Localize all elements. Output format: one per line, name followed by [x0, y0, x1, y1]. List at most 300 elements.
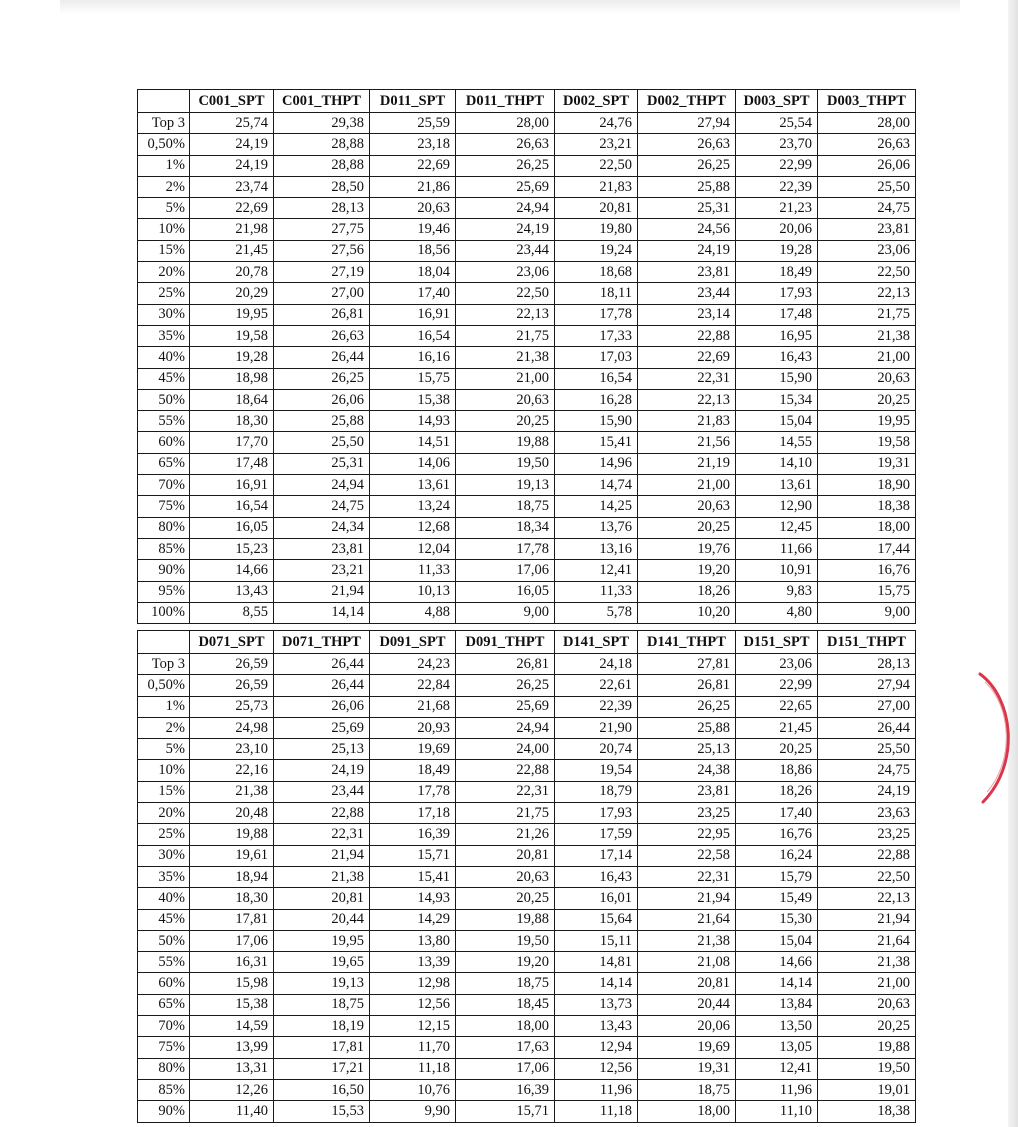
table-cell: 23,21 — [274, 560, 370, 581]
table-cell: 28,00 — [818, 113, 916, 134]
table-cell: 22,31 — [638, 866, 736, 887]
table-cell: 20,25 — [456, 411, 555, 432]
table-cell: 22,88 — [274, 803, 370, 824]
table-cell: 26,25 — [274, 368, 370, 389]
table-row — [138, 347, 916, 368]
row-label: 20% — [138, 262, 190, 283]
table-row — [138, 304, 916, 325]
table-cell: 22,13 — [818, 888, 916, 909]
table-cell: 15,38 — [370, 389, 456, 410]
table-cell: 26,06 — [274, 389, 370, 410]
table-cell: 16,31 — [190, 952, 274, 973]
table-cell: 23,81 — [274, 538, 370, 559]
column-header: D071_SPT — [190, 631, 274, 654]
table-cell: 24,19 — [190, 134, 274, 155]
table-cell: 21,00 — [818, 347, 916, 368]
table-cell: 28,50 — [274, 176, 370, 197]
table-row — [138, 198, 916, 219]
table-cell: 12,41 — [736, 1058, 818, 1079]
table-row — [138, 717, 916, 738]
row-label: 90% — [138, 1101, 190, 1122]
table-cell: 26,63 — [818, 134, 916, 155]
table-cell: 23,14 — [638, 304, 736, 325]
table-cell: 23,44 — [638, 283, 736, 304]
table-cell: 16,54 — [370, 325, 456, 346]
row-label: 35% — [138, 866, 190, 887]
table-cell: 26,44 — [274, 675, 370, 696]
table-cell: 22,13 — [456, 304, 555, 325]
table-cell: 17,03 — [555, 347, 638, 368]
table-cell: 13,05 — [736, 1037, 818, 1058]
table-cell: 20,63 — [456, 866, 555, 887]
table-cell: 24,19 — [818, 781, 916, 802]
table-cell: 13,61 — [736, 475, 818, 496]
row-label: Top 3 — [138, 654, 190, 675]
column-header: D151_THPT — [818, 631, 916, 654]
table-row — [138, 909, 916, 930]
row-label: 50% — [138, 930, 190, 951]
row-label: 90% — [138, 560, 190, 581]
table-cell: 13,61 — [370, 475, 456, 496]
table-cell: 11,66 — [736, 538, 818, 559]
table-cell: 14,81 — [555, 952, 638, 973]
table-cell: 19,88 — [190, 824, 274, 845]
table-row — [138, 240, 916, 261]
table-cell: 13,24 — [370, 496, 456, 517]
table-cell: 14,66 — [190, 560, 274, 581]
table-cell: 21,19 — [638, 453, 736, 474]
table-cell: 25,54 — [736, 113, 818, 134]
row-label: 15% — [138, 240, 190, 261]
table-cell: 20,29 — [190, 283, 274, 304]
table-row — [138, 560, 916, 581]
table-cell: 17,48 — [190, 453, 274, 474]
table-cell: 22,50 — [555, 155, 638, 176]
table-row — [138, 411, 916, 432]
table-cell: 26,59 — [190, 675, 274, 696]
table-cell: 12,90 — [736, 496, 818, 517]
table-cell: 22,69 — [370, 155, 456, 176]
table-row — [138, 475, 916, 496]
table-cell: 22,88 — [818, 845, 916, 866]
table-cell: 19,69 — [638, 1037, 736, 1058]
table-cell: 20,63 — [456, 389, 555, 410]
table-cell: 20,48 — [190, 803, 274, 824]
table-cell: 20,25 — [736, 739, 818, 760]
table-cell: 12,45 — [736, 517, 818, 538]
table-cell: 25,13 — [638, 739, 736, 760]
table-cell: 24,75 — [274, 496, 370, 517]
table-cell: 17,33 — [555, 325, 638, 346]
table-cell: 26,44 — [274, 654, 370, 675]
table-cell: 14,10 — [736, 453, 818, 474]
row-label: 75% — [138, 496, 190, 517]
table-cell: 21,26 — [456, 824, 555, 845]
table-cell: 20,81 — [555, 198, 638, 219]
table-cell: 25,69 — [456, 176, 555, 197]
table-cell: 15,41 — [370, 866, 456, 887]
table-cell: 21,64 — [818, 930, 916, 951]
table-cell: 24,00 — [456, 739, 555, 760]
table-row — [138, 602, 916, 623]
table-cell: 18,79 — [555, 781, 638, 802]
row-label: 100% — [138, 602, 190, 623]
row-label: 10% — [138, 219, 190, 240]
table-cell: 16,01 — [555, 888, 638, 909]
table-cell: 17,40 — [736, 803, 818, 824]
table-cell: 26,44 — [274, 347, 370, 368]
table-cell: 21,64 — [638, 909, 736, 930]
table-cell: 24,76 — [555, 113, 638, 134]
row-label: 10% — [138, 760, 190, 781]
table-cell: 17,93 — [736, 283, 818, 304]
table-row — [138, 888, 916, 909]
table-2-body — [138, 654, 916, 1123]
column-header: D003_SPT — [736, 90, 818, 113]
table-row — [138, 866, 916, 887]
row-label: 25% — [138, 283, 190, 304]
table-cell: 21,94 — [818, 909, 916, 930]
table-cell: 15,30 — [736, 909, 818, 930]
table-cell: 22,31 — [638, 368, 736, 389]
table-cell: 21,38 — [456, 347, 555, 368]
table-cell: 16,43 — [736, 347, 818, 368]
column-header: D091_THPT — [456, 631, 555, 654]
table-cell: 20,63 — [638, 496, 736, 517]
row-label: 0,50% — [138, 675, 190, 696]
column-header: D003_THPT — [818, 90, 916, 113]
table-cell: 15,75 — [818, 581, 916, 602]
table-cell: 12,15 — [370, 1016, 456, 1037]
table-row — [138, 1101, 916, 1122]
table-cell: 19,58 — [818, 432, 916, 453]
table-cell: 18,75 — [638, 1079, 736, 1100]
table-row — [138, 432, 916, 453]
table-cell: 18,26 — [638, 581, 736, 602]
table-cell: 20,25 — [456, 888, 555, 909]
column-header: D011_SPT — [370, 90, 456, 113]
table-cell: 23,18 — [370, 134, 456, 155]
table-cell: 11,33 — [370, 560, 456, 581]
table-cell: 18,49 — [736, 262, 818, 283]
table-cell: 24,19 — [456, 219, 555, 240]
table-cell: 22,99 — [736, 155, 818, 176]
table-cell: 20,93 — [370, 717, 456, 738]
table-cell: 17,18 — [370, 803, 456, 824]
table-cell: 26,25 — [456, 155, 555, 176]
table-row — [138, 176, 916, 197]
table-cell: 20,44 — [638, 994, 736, 1015]
table-row — [138, 113, 916, 134]
table-cell: 22,31 — [456, 781, 555, 802]
table-cell: 14,14 — [274, 602, 370, 623]
table-cell: 16,91 — [370, 304, 456, 325]
table-cell: 21,38 — [818, 952, 916, 973]
table-cell: 26,63 — [638, 134, 736, 155]
table-cell: 29,38 — [274, 113, 370, 134]
table-cell: 20,63 — [818, 994, 916, 1015]
table-row — [138, 781, 916, 802]
table-cell: 23,25 — [638, 803, 736, 824]
table-cell: 16,95 — [736, 325, 818, 346]
row-label: 1% — [138, 155, 190, 176]
table-cell: 13,99 — [190, 1037, 274, 1058]
table-cell: 13,73 — [555, 994, 638, 1015]
header-corner — [138, 631, 190, 654]
score-table-2 — [137, 630, 916, 1123]
table-cell: 27,56 — [274, 240, 370, 261]
table-cell: 24,94 — [274, 475, 370, 496]
table-row — [138, 739, 916, 760]
table-cell: 18,30 — [190, 888, 274, 909]
table-cell: 22,50 — [818, 866, 916, 887]
table-cell: 18,49 — [370, 760, 456, 781]
table-cell: 24,19 — [190, 155, 274, 176]
table-cell: 19,58 — [190, 325, 274, 346]
table-cell: 21,94 — [638, 888, 736, 909]
table-cell: 20,25 — [638, 517, 736, 538]
table-cell: 20,81 — [456, 845, 555, 866]
table-cell: 26,25 — [638, 696, 736, 717]
table-cell: 10,13 — [370, 581, 456, 602]
table-cell: 19,31 — [818, 453, 916, 474]
table-cell: 19,28 — [190, 347, 274, 368]
table-cell: 20,25 — [818, 1016, 916, 1037]
table-cell: 18,38 — [818, 496, 916, 517]
table-cell: 5,78 — [555, 602, 638, 623]
table-cell: 23,21 — [555, 134, 638, 155]
table-cell: 14,14 — [555, 973, 638, 994]
table-cell: 16,05 — [456, 581, 555, 602]
row-label: 70% — [138, 475, 190, 496]
table-row — [138, 675, 916, 696]
table-cell: 18,00 — [638, 1101, 736, 1122]
table-cell: 20,06 — [736, 219, 818, 240]
table-cell: 12,94 — [555, 1037, 638, 1058]
row-label: 1% — [138, 696, 190, 717]
table-cell: 18,19 — [274, 1016, 370, 1037]
table-cell: 23,06 — [818, 240, 916, 261]
table-cell: 20,25 — [818, 389, 916, 410]
table-cell: 13,39 — [370, 952, 456, 973]
table-cell: 22,39 — [555, 696, 638, 717]
table-cell: 27,94 — [638, 113, 736, 134]
table-cell: 19,01 — [818, 1079, 916, 1100]
table-cell: 26,06 — [818, 155, 916, 176]
table-cell: 16,76 — [818, 560, 916, 581]
table-cell: 19,61 — [190, 845, 274, 866]
table-cell: 25,88 — [274, 411, 370, 432]
table-cell: 14,93 — [370, 411, 456, 432]
table-cell: 24,56 — [638, 219, 736, 240]
table-row — [138, 760, 916, 781]
table-cell: 16,39 — [370, 824, 456, 845]
table-cell: 21,00 — [638, 475, 736, 496]
table-cell: 21,86 — [370, 176, 456, 197]
table-cell: 23,70 — [736, 134, 818, 155]
table-cell: 15,49 — [736, 888, 818, 909]
table-cell: 25,50 — [818, 176, 916, 197]
table-cell: 26,06 — [274, 696, 370, 717]
table-cell: 16,91 — [190, 475, 274, 496]
table-cell: 15,75 — [370, 368, 456, 389]
table-cell: 19,88 — [456, 909, 555, 930]
table-row — [138, 219, 916, 240]
table-cell: 28,13 — [818, 654, 916, 675]
table-cell: 17,78 — [555, 304, 638, 325]
table-cell: 13,43 — [190, 581, 274, 602]
table-cell: 16,76 — [736, 824, 818, 845]
table-cell: 19,28 — [736, 240, 818, 261]
table-cell: 22,50 — [456, 283, 555, 304]
table-cell: 19,50 — [456, 453, 555, 474]
table-cell: 15,64 — [555, 909, 638, 930]
table-cell: 15,79 — [736, 866, 818, 887]
table-cell: 21,75 — [456, 803, 555, 824]
row-label: 60% — [138, 432, 190, 453]
table-cell: 17,21 — [274, 1058, 370, 1079]
table-cell: 14,74 — [555, 475, 638, 496]
table-cell: 16,54 — [555, 368, 638, 389]
table-cell: 21,94 — [274, 581, 370, 602]
table-cell: 21,45 — [190, 240, 274, 261]
table-cell: 17,93 — [555, 803, 638, 824]
table-cell: 24,94 — [456, 198, 555, 219]
header-corner — [138, 90, 190, 113]
table-cell: 14,25 — [555, 496, 638, 517]
table-cell: 22,69 — [190, 198, 274, 219]
table-cell: 12,68 — [370, 517, 456, 538]
table-cell: 19,24 — [555, 240, 638, 261]
table-cell: 24,98 — [190, 717, 274, 738]
table-cell: 25,73 — [190, 696, 274, 717]
row-label: 35% — [138, 325, 190, 346]
table-cell: 25,69 — [456, 696, 555, 717]
table-cell: 18,98 — [190, 368, 274, 389]
table-cell: 24,75 — [818, 760, 916, 781]
table-row — [138, 496, 916, 517]
row-label: 85% — [138, 1079, 190, 1100]
table-cell: 27,00 — [274, 283, 370, 304]
table-cell: 13,76 — [555, 517, 638, 538]
table-cell: 18,75 — [274, 994, 370, 1015]
row-label: 45% — [138, 368, 190, 389]
table-cell: 21,56 — [638, 432, 736, 453]
table-row — [138, 803, 916, 824]
table-cell: 14,93 — [370, 888, 456, 909]
table-cell: 26,81 — [274, 304, 370, 325]
table-cell: 21,68 — [370, 696, 456, 717]
table-row — [138, 696, 916, 717]
row-label: 40% — [138, 347, 190, 368]
table-cell: 17,06 — [456, 1058, 555, 1079]
table-cell: 21,23 — [736, 198, 818, 219]
table-cell: 22,95 — [638, 824, 736, 845]
table-cell: 24,18 — [555, 654, 638, 675]
table-cell: 12,41 — [555, 560, 638, 581]
table-cell: 12,26 — [190, 1079, 274, 1100]
table-cell: 15,38 — [190, 994, 274, 1015]
table-cell: 14,96 — [555, 453, 638, 474]
table-cell: 16,43 — [555, 866, 638, 887]
table-cell: 28,13 — [274, 198, 370, 219]
table-cell: 20,06 — [638, 1016, 736, 1037]
table-cell: 15,71 — [456, 1101, 555, 1122]
table-cell: 23,25 — [818, 824, 916, 845]
table-cell: 22,13 — [638, 389, 736, 410]
table-cell: 19,31 — [638, 1058, 736, 1079]
column-header: C001_SPT — [190, 90, 274, 113]
table-cell: 22,39 — [736, 176, 818, 197]
row-label: 20% — [138, 803, 190, 824]
table-cell: 25,74 — [190, 113, 274, 134]
table-cell: 24,94 — [456, 717, 555, 738]
table-row — [138, 930, 916, 951]
table-cell: 24,38 — [638, 760, 736, 781]
table-cell: 11,10 — [736, 1101, 818, 1122]
table-row — [138, 654, 916, 675]
table-cell: 19,95 — [274, 930, 370, 951]
table-cell: 19,46 — [370, 219, 456, 240]
table-cell: 18,00 — [818, 517, 916, 538]
table-cell: 17,44 — [818, 538, 916, 559]
table-cell: 27,75 — [274, 219, 370, 240]
table-cell: 14,06 — [370, 453, 456, 474]
table-cell: 19,76 — [638, 538, 736, 559]
table-row — [138, 952, 916, 973]
row-label: 40% — [138, 888, 190, 909]
table-cell: 23,81 — [638, 262, 736, 283]
table-cell: 17,81 — [190, 909, 274, 930]
table-cell: 15,90 — [555, 411, 638, 432]
table-cell: 20,81 — [638, 973, 736, 994]
table-cell: 25,69 — [274, 717, 370, 738]
table-cell: 18,30 — [190, 411, 274, 432]
table-cell: 10,76 — [370, 1079, 456, 1100]
table-cell: 10,20 — [638, 602, 736, 623]
table-cell: 26,63 — [274, 325, 370, 346]
table-cell: 26,59 — [190, 654, 274, 675]
table-row — [138, 325, 916, 346]
table-cell: 17,78 — [456, 538, 555, 559]
table-cell: 19,20 — [456, 952, 555, 973]
table-cell: 25,31 — [638, 198, 736, 219]
table-cell: 18,86 — [736, 760, 818, 781]
table-cell: 22,88 — [456, 760, 555, 781]
table-cell: 14,55 — [736, 432, 818, 453]
row-label: 55% — [138, 411, 190, 432]
table-row — [138, 1037, 916, 1058]
table-cell: 24,34 — [274, 517, 370, 538]
table-cell: 25,50 — [274, 432, 370, 453]
table-cell: 14,66 — [736, 952, 818, 973]
row-label: 60% — [138, 973, 190, 994]
column-header: D002_THPT — [638, 90, 736, 113]
table-cell: 16,05 — [190, 517, 274, 538]
table-2-header — [138, 631, 916, 654]
table-cell: 28,88 — [274, 134, 370, 155]
table-cell: 19,69 — [370, 739, 456, 760]
table-cell: 26,25 — [638, 155, 736, 176]
table-cell: 11,96 — [736, 1079, 818, 1100]
row-label: 30% — [138, 845, 190, 866]
table-cell: 19,50 — [818, 1058, 916, 1079]
row-label: 45% — [138, 909, 190, 930]
table-cell: 13,16 — [555, 538, 638, 559]
table-cell: 19,13 — [456, 475, 555, 496]
column-header: D141_SPT — [555, 631, 638, 654]
table-cell: 16,39 — [456, 1079, 555, 1100]
